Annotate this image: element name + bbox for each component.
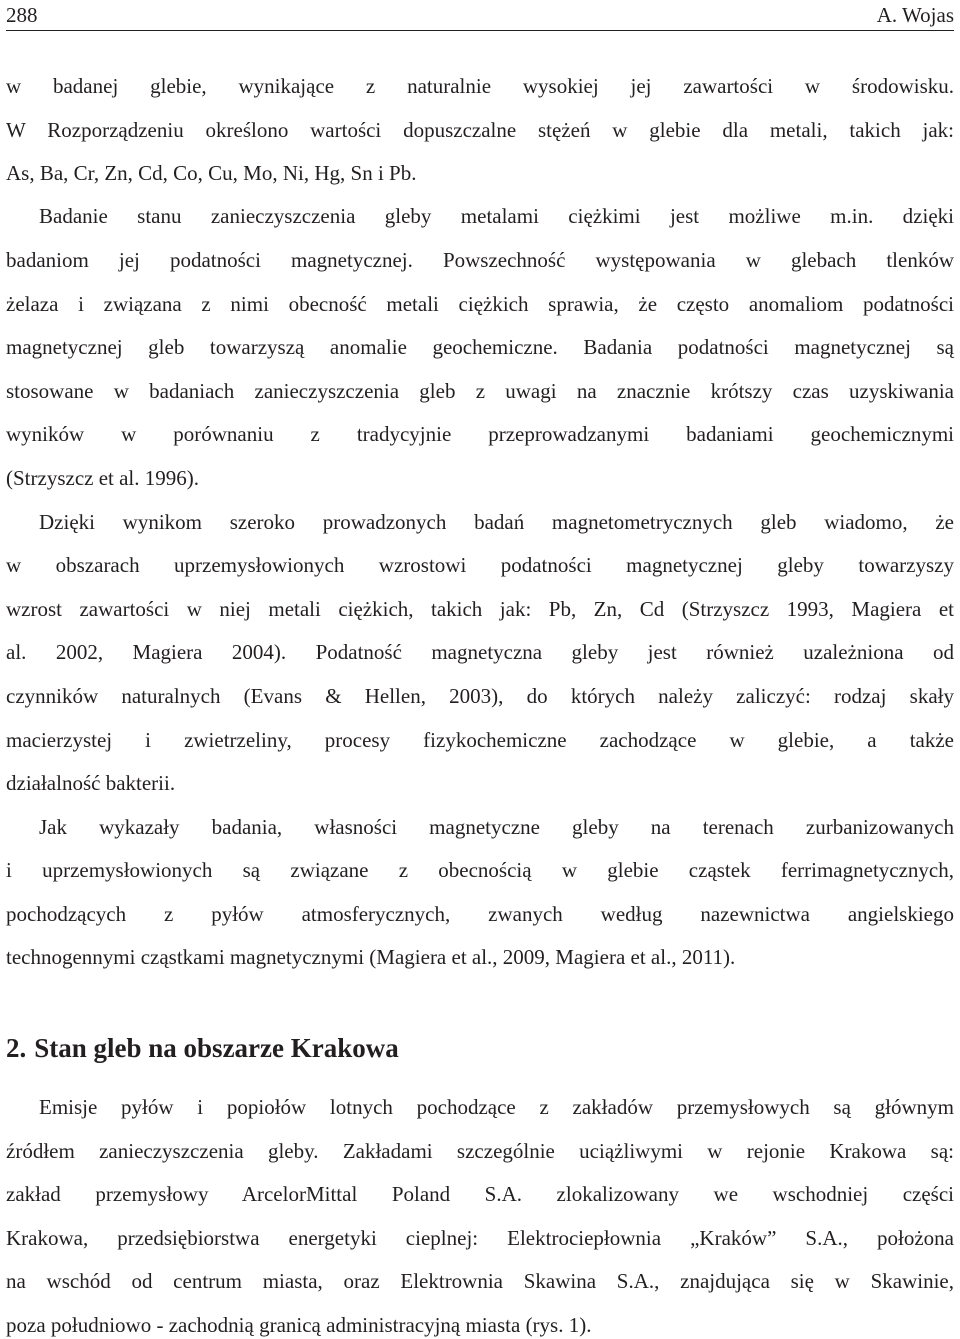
text-line: czynników naturalnych (Evans & Hellen, 2003), do których należy zaliczyć: rodzaj skały [6,684,954,708]
text-line: Emisje pyłów i popiołów lotnych pochodzące z zakładów przemysłowych są głównym [39,1095,954,1119]
text-line: wzrost zawartości w niej metali ciężkich, takich jak: Pb, Zn, Cd (Strzyszcz 1993, Magiera et [6,597,954,621]
text-line: Badanie stanu zanieczyszczenia gleby metalami ciężkimi jest możliwe m.in. dzięki [39,204,954,228]
section-title: Stan gleb na obszarze Krakowa [34,1033,399,1063]
text-line: al. 2002, Magiera 2004). Podatność magnetyczna gleby jest również uzależniona od [6,640,954,664]
text-line: Jak wykazały badania, własności magnetyczne gleby na terenach zurbanizowanych [39,815,954,839]
text-line: zakład przemysłowy ArcelorMittal Poland S.A. zlokalizowany we wschodniej części [6,1182,954,1206]
text-line: magnetycznej gleb towarzyszą anomalie geochemiczne. Badania podatności magnetycznej są [6,335,954,359]
text-line: macierzystej i zwietrzeliny, procesy fizykochemiczne zachodzące w glebie, a także [6,728,954,752]
section-number: 2. [6,1033,27,1063]
text-line: technogennymi cząstkami magnetycznymi (Magiera et al., 2009, Magiera et al., 2011). [6,945,736,969]
text-line: Krakowa, przedsiębiorstwa energetyki cieplnej: Elektrociepłownia „Kraków” S.A., położona [6,1226,954,1250]
text-line: żelaza i związana z nimi obecność metali ciężkich sprawia, że często anomaliom podatności [6,292,954,316]
text-line: stosowane w badaniach zanieczyszczenia gleb z uwagi na znacznie krótszy czas uzyskiwania [6,379,954,403]
text-line: w badanej glebie, wynikające z naturalnie wysokiej jej zawartości w środowisku. [6,74,954,98]
text-line: w obszarach uprzemysłowionych wzrostowi podatności magnetycznej gleby towarzyszy [6,553,954,577]
text-line: działalność bakterii. [6,771,176,795]
text-line: i uprzemysłowionych są związane z obecnością w glebie cząstek ferrimagnetycznych, [6,858,954,882]
page-number: 288 [6,3,38,27]
text-line: wyników w porównaniu z tradycyjnie przeprowadzanymi badaniami geochemicznymi [6,422,954,446]
text-line: (Strzyszcz et al. 1996). [6,466,200,490]
text-line: źródłem zanieczyszczenia gleby. Zakładami szczególnie uciążliwymi w rejonie Krakowa są: [6,1139,954,1163]
running-header [6,0,954,31]
section-heading [6,1031,399,1065]
text-line: W Rozporządzeniu określono wartości dopuszczalne stężeń w glebie dla metali, takich jak: [6,118,954,142]
text-line: na wschód od centrum miasta, oraz Elektrownia Skawina S.A., znajdująca się w Skawinie, [6,1269,954,1293]
text-line: Dzięki wynikom szeroko prowadzonych badań magnetometrycznych gleb wiadomo, że [39,510,954,534]
text-line: As, Ba, Cr, Zn, Cd, Co, Cu, Mo, Ni, Hg, Sn i Pb. [6,161,417,185]
text-line: badaniom jej podatności magnetycznej. Powszechność występowania w glebach tlenków [6,248,954,272]
text-line: poza południowo - zachodnią granicą administracyjną miasta (rys. 1). [6,1313,592,1337]
running-author: A. Wojas [876,3,954,27]
text-line: pochodzących z pyłów atmosferycznych, zwanych według nazewnictwa angielskiego [6,902,954,926]
